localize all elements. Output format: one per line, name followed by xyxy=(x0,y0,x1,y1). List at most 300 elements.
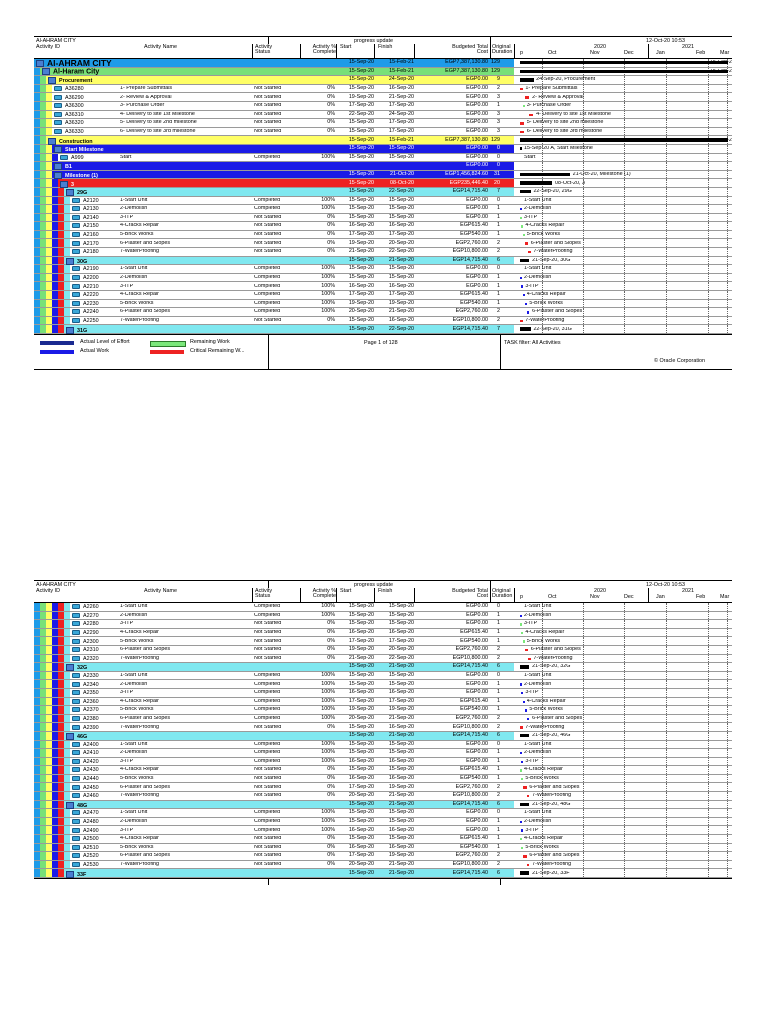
activity-id: A2400 xyxy=(72,742,132,748)
start-date: 15-Sep-20 xyxy=(348,800,374,807)
start-date: 15-Sep-20 xyxy=(348,170,374,177)
duration: 3 xyxy=(497,119,500,126)
wbs-icon xyxy=(60,181,68,188)
activity-pct: 0% xyxy=(327,637,335,644)
start-date: 22-Sep-20 xyxy=(348,110,374,117)
wbs-row[interactable] xyxy=(34,162,732,171)
activity-id: A2520 xyxy=(72,853,132,859)
finish-date: 21-Oct-20 xyxy=(390,170,414,177)
activity-status: Not Started xyxy=(254,853,282,859)
activity-icon xyxy=(72,699,80,704)
wbs-icon xyxy=(66,664,74,671)
activity-row[interactable] xyxy=(34,766,732,775)
activity-row[interactable] xyxy=(34,629,732,638)
activity-name: 4-Cracks Repair xyxy=(120,223,159,229)
activity-pct: 100% xyxy=(321,274,335,281)
duration: 1 xyxy=(497,213,500,220)
summary-bar xyxy=(520,78,534,81)
duration: 2 xyxy=(497,84,500,91)
gantt-label: 7-WaterProofing xyxy=(525,724,565,730)
wbs-row[interactable] xyxy=(34,68,732,77)
activity-icon xyxy=(72,249,80,254)
activity-row[interactable] xyxy=(34,646,732,655)
activity-row[interactable] xyxy=(34,852,732,861)
activity-row[interactable] xyxy=(34,128,732,137)
activity-row[interactable] xyxy=(34,214,732,223)
activity-icon xyxy=(72,767,80,772)
budget-cost: EGP0.00 xyxy=(466,76,488,83)
finish-date: 17-Sep-20 xyxy=(388,127,414,134)
activity-row[interactable] xyxy=(34,308,732,317)
start-date: 15-Sep-20 xyxy=(348,663,374,670)
activity-icon xyxy=(72,673,80,678)
wbs-row[interactable] xyxy=(34,325,732,334)
activity-row[interactable] xyxy=(34,706,732,715)
activity-status: Not Started xyxy=(254,767,282,773)
gantt-label: 6-Plaster and Slopes xyxy=(532,715,583,721)
report-header xyxy=(34,36,732,59)
activity-bar xyxy=(520,726,523,728)
activity-status: Completed xyxy=(254,707,281,713)
activity-row[interactable] xyxy=(34,93,732,102)
activity-row[interactable] xyxy=(34,844,732,853)
duration: 1 xyxy=(497,620,500,627)
start-date: 19-Sep-20 xyxy=(348,239,374,246)
month-p: p xyxy=(520,594,523,600)
finish-date: 15-Sep-20 xyxy=(388,671,414,678)
start-date: 15-Sep-20 xyxy=(348,809,374,816)
activity-pct: 0% xyxy=(327,248,335,255)
activity-row[interactable] xyxy=(34,154,732,163)
activity-name: 6-Plaster and Slopes xyxy=(120,309,171,315)
budget-cost: EGP615.40 xyxy=(460,222,488,229)
activity-pct: 0% xyxy=(327,213,335,220)
activity-row[interactable] xyxy=(34,231,732,240)
budget-cost: EGP235,446.40 xyxy=(449,179,488,186)
duration: 6 xyxy=(497,732,500,739)
duration: 31 xyxy=(494,170,500,177)
activity-status: Not Started xyxy=(254,318,282,323)
finish-date: 24-Sep-20 xyxy=(388,76,414,83)
activity-pct: 100% xyxy=(321,603,335,610)
start-date: 19-Sep-20 xyxy=(348,93,374,100)
wbs-row[interactable] xyxy=(34,663,732,672)
report-footer xyxy=(34,334,732,370)
activity-pct: 0% xyxy=(327,646,335,653)
activity-id: A2470 xyxy=(72,810,132,816)
duration: 1 xyxy=(497,291,500,298)
start-date: 16-Sep-20 xyxy=(348,757,374,764)
activity-row[interactable] xyxy=(34,741,732,750)
activity-row[interactable] xyxy=(34,775,732,784)
activity-row[interactable] xyxy=(34,680,732,689)
duration: 0 xyxy=(497,603,500,610)
col-header-finish: Finish xyxy=(378,588,393,594)
wbs-row[interactable] xyxy=(34,145,732,154)
activity-table-2 xyxy=(34,603,732,878)
activity-id: A2200 xyxy=(72,275,132,281)
budget-cost: EGP0.00 xyxy=(466,818,488,825)
duration: 1 xyxy=(497,775,500,782)
finish-date: 16-Sep-20 xyxy=(388,282,414,289)
wbs-row[interactable] xyxy=(34,76,732,85)
budget-cost: EGP0.00 xyxy=(466,671,488,678)
activity-name: 7-WaterProofing xyxy=(120,724,160,730)
activity-pct: 100% xyxy=(321,611,335,618)
start-date: 15-Sep-20 xyxy=(348,766,374,773)
start-date: 17-Sep-20 xyxy=(348,637,374,644)
duration: 2 xyxy=(497,239,500,246)
activity-icon xyxy=(72,682,80,687)
start-date: 17-Sep-20 xyxy=(348,102,374,109)
activity-icon xyxy=(60,155,68,160)
wbs-row[interactable] xyxy=(34,136,732,145)
activity-icon xyxy=(72,836,80,841)
activity-row[interactable] xyxy=(34,861,732,870)
duration: 7 xyxy=(497,188,500,195)
activity-row[interactable] xyxy=(34,317,732,326)
month-feb: Feb xyxy=(696,50,706,56)
activity-status: Not Started xyxy=(254,724,282,730)
activity-bar xyxy=(525,242,528,244)
duration: 2 xyxy=(497,852,500,859)
start-date: 15-Sep-20 xyxy=(348,136,374,143)
activity-row[interactable] xyxy=(34,826,732,835)
budget-cost: EGP2,760.00 xyxy=(455,783,488,790)
activity-name: 4-Cracks Repair xyxy=(120,767,159,773)
finish-date: 16-Sep-20 xyxy=(388,628,414,635)
start-date: 16-Sep-20 xyxy=(348,826,374,833)
duration: 0 xyxy=(497,740,500,747)
summary-bar xyxy=(520,871,529,874)
wbs-row[interactable] xyxy=(34,59,732,68)
gantt-label: 7-WaterProofing xyxy=(532,793,572,799)
start-date: 17-Sep-20 xyxy=(348,783,374,790)
activity-row[interactable] xyxy=(34,265,732,274)
activity-bar xyxy=(527,718,530,720)
activity-name: 1-Start Unit xyxy=(120,672,148,678)
activity-bar xyxy=(520,131,524,133)
activity-row[interactable] xyxy=(34,637,732,646)
activity-pct: 100% xyxy=(321,291,335,298)
activity-row[interactable] xyxy=(34,758,732,767)
activity-pct: 100% xyxy=(321,697,335,704)
activity-status: Completed xyxy=(254,672,281,678)
activity-id: A2230 xyxy=(72,301,132,307)
activity-row[interactable] xyxy=(34,689,732,698)
activity-name: 4-Cracks Repair xyxy=(120,836,159,842)
activity-icon xyxy=(54,95,62,100)
activity-row[interactable] xyxy=(34,835,732,844)
duration: 129 xyxy=(491,59,500,66)
budget-cost: EGP2,760.00 xyxy=(455,714,488,721)
activity-row[interactable] xyxy=(34,792,732,801)
activity-icon xyxy=(72,284,80,289)
activity-id: A2450 xyxy=(72,785,132,791)
activity-pct: 0% xyxy=(327,766,335,773)
start-date: 16-Sep-20 xyxy=(348,282,374,289)
activity-pct: 100% xyxy=(321,757,335,764)
start-date: 15-Sep-20 xyxy=(348,671,374,678)
activity-name: 7-WaterProofing xyxy=(120,862,160,867)
activity-icon xyxy=(72,742,80,747)
finish-date: 15-Sep-20 xyxy=(388,680,414,687)
activity-status: Completed xyxy=(254,300,281,306)
activity-bar xyxy=(520,683,522,685)
budget-cost: EGP0.00 xyxy=(466,102,488,109)
activity-row[interactable] xyxy=(34,698,732,707)
activity-bar xyxy=(527,311,530,313)
activity-bar xyxy=(523,234,525,236)
activity-bar xyxy=(523,105,525,107)
activity-row[interactable] xyxy=(34,205,732,214)
wbs-name: Construction xyxy=(48,138,268,145)
start-date: 15-Sep-20 xyxy=(348,680,374,687)
activity-bar xyxy=(523,294,525,296)
start-date: 19-Sep-20 xyxy=(348,299,374,306)
col-header-finish: Finish xyxy=(378,44,393,50)
duration: 1 xyxy=(497,818,500,825)
page-2-footer-edge xyxy=(34,878,732,885)
duration: 0 xyxy=(497,809,500,816)
budget-cost: EGP14,715.40 xyxy=(452,869,488,876)
activity-id: A2190 xyxy=(72,266,132,272)
start-date: 15-Sep-20 xyxy=(348,153,374,160)
gantt-label: 15-Feb-2 xyxy=(710,137,732,143)
activity-pct: 0% xyxy=(327,628,335,635)
wbs-name: 30G xyxy=(66,258,286,265)
activity-status: Not Started xyxy=(254,128,282,134)
start-date: 15-Sep-20 xyxy=(348,611,374,618)
start-date: 21-Sep-20 xyxy=(348,248,374,255)
activity-bar xyxy=(520,769,522,771)
activity-status: Completed xyxy=(254,266,281,272)
report-date: 12-Oct-20 10:53 xyxy=(646,582,685,588)
activity-bar xyxy=(520,821,522,823)
activity-bar xyxy=(520,623,522,625)
duration: 0 xyxy=(497,162,500,169)
wbs-icon xyxy=(66,871,74,878)
activity-pct: 0% xyxy=(327,127,335,134)
start-date: 15-Sep-20 xyxy=(348,256,374,263)
activity-status: Not Started xyxy=(254,647,282,653)
finish-date: 21-Sep-20 xyxy=(388,800,414,807)
activity-icon xyxy=(54,129,62,134)
wbs-name: Procurement xyxy=(48,77,268,84)
activity-row[interactable] xyxy=(34,239,732,248)
activity-name: 7-WaterProofing xyxy=(120,793,160,799)
gantt-label: 6-Plaster and Slopes xyxy=(529,784,580,790)
activity-id: A2310 xyxy=(72,647,132,653)
activity-row[interactable] xyxy=(34,749,732,758)
start-date: 15-Sep-20 xyxy=(348,749,374,756)
budget-cost: EGP0.00 xyxy=(466,205,488,212)
activity-name: 1- Prepare Submittals xyxy=(120,85,173,91)
activity-id: A2300 xyxy=(72,639,132,645)
budget-cost: EGP0.00 xyxy=(466,265,488,272)
gantt-label: 3-ITP xyxy=(524,214,538,220)
gantt-label: 5-Brick Works xyxy=(525,844,559,850)
gantt-label: 5-Brick Works xyxy=(526,638,561,644)
report-title: progress update xyxy=(354,582,393,588)
activity-row[interactable] xyxy=(34,612,732,621)
gantt-label: 1-Start Unit xyxy=(524,197,552,203)
start-date: 21-Sep-20 xyxy=(348,654,374,661)
start-date: 15-Sep-20 xyxy=(348,723,374,730)
activity-name: 6-Plaster and Slopes xyxy=(120,240,171,246)
duration: 1 xyxy=(497,637,500,644)
activity-bar xyxy=(527,795,530,797)
gantt-label: 3- Purchase Order xyxy=(526,103,572,109)
activity-row[interactable] xyxy=(34,783,732,792)
activity-id: A2130 xyxy=(72,206,132,212)
activity-icon xyxy=(54,120,62,125)
activity-status: Completed xyxy=(254,309,281,315)
duration: 2 xyxy=(497,792,500,799)
finish-date: 21-Sep-20 xyxy=(388,308,414,315)
activity-icon xyxy=(72,759,80,764)
activity-row[interactable] xyxy=(34,300,732,309)
activity-name: 4- Delivery to site 1st Milestone xyxy=(120,111,195,117)
wbs-row[interactable] xyxy=(34,188,732,197)
activity-status: Not Started xyxy=(254,240,282,246)
activity-status: Completed xyxy=(254,154,281,160)
activity-icon xyxy=(72,707,80,712)
activity-row[interactable] xyxy=(34,248,732,257)
budget-cost: EGP0.00 xyxy=(466,826,488,833)
finish-date: 15-Sep-20 xyxy=(388,749,414,756)
activity-status: Completed xyxy=(254,283,281,289)
wbs-row[interactable] xyxy=(34,171,732,180)
activity-pct: 0% xyxy=(327,835,335,842)
budget-cost: EGP7,387,130.80 xyxy=(445,59,488,66)
activity-row[interactable] xyxy=(34,655,732,664)
activity-name: 6- Delivery to site 3rd milestone xyxy=(120,128,196,134)
activity-pct: 100% xyxy=(321,809,335,816)
wbs-icon xyxy=(36,60,44,67)
gantt-label: 22-Sep-20, 29G xyxy=(533,189,572,195)
activity-name: 5-Brick Works xyxy=(120,776,154,782)
duration: 2 xyxy=(497,861,500,867)
activity-row[interactable] xyxy=(34,723,732,732)
activity-bar xyxy=(521,692,523,694)
finish-date: 19-Sep-20 xyxy=(388,852,414,859)
activity-row[interactable] xyxy=(34,291,732,300)
start-date: 15-Sep-20 xyxy=(348,196,374,203)
gantt-label: 4-Cracks Repair xyxy=(524,767,563,773)
activity-row[interactable] xyxy=(34,603,732,612)
gantt-label: 15-Sep-20 A, Start Milestone xyxy=(524,146,593,152)
wbs-row[interactable] xyxy=(34,257,732,266)
activity-bar xyxy=(521,829,523,831)
activity-name: 5-Brick Works xyxy=(120,638,154,644)
budget-cost: EGP2,760.00 xyxy=(455,646,488,653)
activity-row[interactable] xyxy=(34,715,732,724)
activity-status: Not Started xyxy=(254,629,282,635)
start-date: 20-Sep-20 xyxy=(348,792,374,799)
activity-name: 5-Brick Works xyxy=(120,232,154,238)
gantt-label: 1-Start Unit xyxy=(524,266,552,272)
activity-row[interactable] xyxy=(34,102,732,111)
wbs-name: Start Milestone xyxy=(54,146,274,153)
start-date: 15-Sep-20 xyxy=(348,59,374,66)
activity-icon xyxy=(72,318,80,323)
month-p: p xyxy=(520,50,523,56)
activity-icon xyxy=(72,215,80,220)
month-dec: Dec xyxy=(624,50,634,56)
wbs-row[interactable] xyxy=(34,732,732,741)
activity-row[interactable] xyxy=(34,809,732,818)
start-date: 15-Sep-20 xyxy=(348,205,374,212)
activity-pct: 100% xyxy=(321,826,335,833)
duration: 6 xyxy=(497,869,500,876)
duration: 1 xyxy=(497,835,500,842)
duration: 2 xyxy=(497,714,500,721)
activity-icon xyxy=(72,810,80,815)
finish-date: 15-Sep-20 xyxy=(388,265,414,272)
activity-row[interactable] xyxy=(34,818,732,827)
activity-row[interactable] xyxy=(34,222,732,231)
activity-bar xyxy=(525,649,528,651)
gantt-label: 21-Sep-20, 46G xyxy=(532,733,571,739)
wbs-row[interactable] xyxy=(34,801,732,810)
activity-pct: 0% xyxy=(327,783,335,790)
duration: 129 xyxy=(491,67,500,74)
activity-row[interactable] xyxy=(34,274,732,283)
activity-row[interactable] xyxy=(34,85,732,94)
budget-cost: EGP540.00 xyxy=(460,231,488,238)
activity-row[interactable] xyxy=(34,672,732,681)
gantt-label: 1-Start Unit xyxy=(524,604,552,610)
wbs-row[interactable] xyxy=(34,179,732,188)
budget-cost: EGP540.00 xyxy=(460,637,488,644)
gantt-label: 1-Start Unit xyxy=(524,672,552,678)
activity-status: Completed xyxy=(254,206,281,212)
start-date: 15-Sep-20 xyxy=(348,274,374,281)
activity-row[interactable] xyxy=(34,119,732,128)
wbs-row[interactable] xyxy=(34,869,732,878)
wbs-icon xyxy=(54,163,62,170)
gantt-label: 3-ITP xyxy=(525,283,539,289)
activity-row[interactable] xyxy=(34,197,732,206)
start-date: 15-Sep-20 xyxy=(348,740,374,747)
budget-cost: EGP14,715.40 xyxy=(452,325,488,332)
duration: 6 xyxy=(497,663,500,670)
activity-icon xyxy=(72,853,80,858)
gantt-label: 5-Brick Works xyxy=(529,707,563,713)
duration: 1 xyxy=(497,749,500,756)
activity-pct: 100% xyxy=(321,308,335,315)
activity-pct: 100% xyxy=(321,153,335,160)
activity-id: A2340 xyxy=(72,682,132,688)
col-header-pct: Activity % Complete xyxy=(312,588,336,600)
finish-date: 21-Sep-20 xyxy=(388,663,414,670)
activity-name: 4-Cracks Repair xyxy=(120,629,159,635)
start-date: 20-Sep-20 xyxy=(348,308,374,315)
activity-pct: 0% xyxy=(327,110,335,117)
gantt-label: 1-Start Unit xyxy=(524,741,552,747)
activity-row[interactable] xyxy=(34,282,732,291)
activity-status: Not Started xyxy=(254,836,282,842)
gantt-label: 21-Sep-20, 30G xyxy=(532,257,571,263)
duration: 1 xyxy=(497,222,500,229)
activity-id: A2210 xyxy=(72,284,132,290)
activity-row[interactable] xyxy=(34,620,732,629)
activity-row[interactable] xyxy=(34,111,732,120)
finish-date: 19-Sep-20 xyxy=(388,783,414,790)
activity-bar xyxy=(521,778,523,780)
start-date: 17-Sep-20 xyxy=(348,291,374,298)
